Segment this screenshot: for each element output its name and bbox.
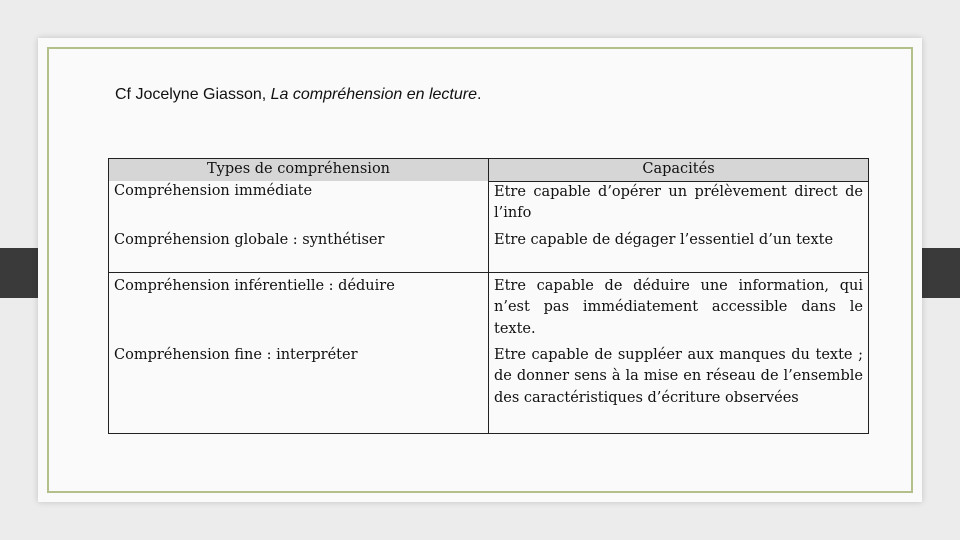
row-capacity: Etre capable de déduire une information, qui n’est pas immédiatement accessible dans le texte. [489,272,869,342]
row-type: Compréhension immédiate [109,181,489,227]
slide [38,38,922,502]
header-capacities: Capacités [489,159,869,182]
row-type: Compréhension fine : interpréter [109,342,489,434]
row-capacity: Etre capable de dégager l’essentiel d’un texte [489,227,869,273]
table-row [109,181,869,227]
table-row [109,227,869,273]
citation-prefix: Cf Jocelyne Giasson, [115,86,271,103]
header-types: Types de compréhension [109,159,489,182]
row-type: Compréhension inférentielle : déduire [109,272,489,342]
row-capacity: Etre capable de suppléer aux manques du texte ; de donner sens à la mise en réseau de l’ensemble des caractéristiques d’écriture observées [489,342,869,434]
row-type: Compréhension globale : synthétiser [109,227,489,273]
citation-suffix: . [476,86,482,103]
table-row [109,272,869,342]
citation-book-title: La compréhension en lecture [270,86,477,103]
comprehension-table [108,158,869,434]
table-row [109,342,869,434]
table-header-row [109,159,869,182]
row-capacity: Etre capable d’opérer un prélèvement direct de l’info [489,181,869,227]
citation [115,86,481,104]
